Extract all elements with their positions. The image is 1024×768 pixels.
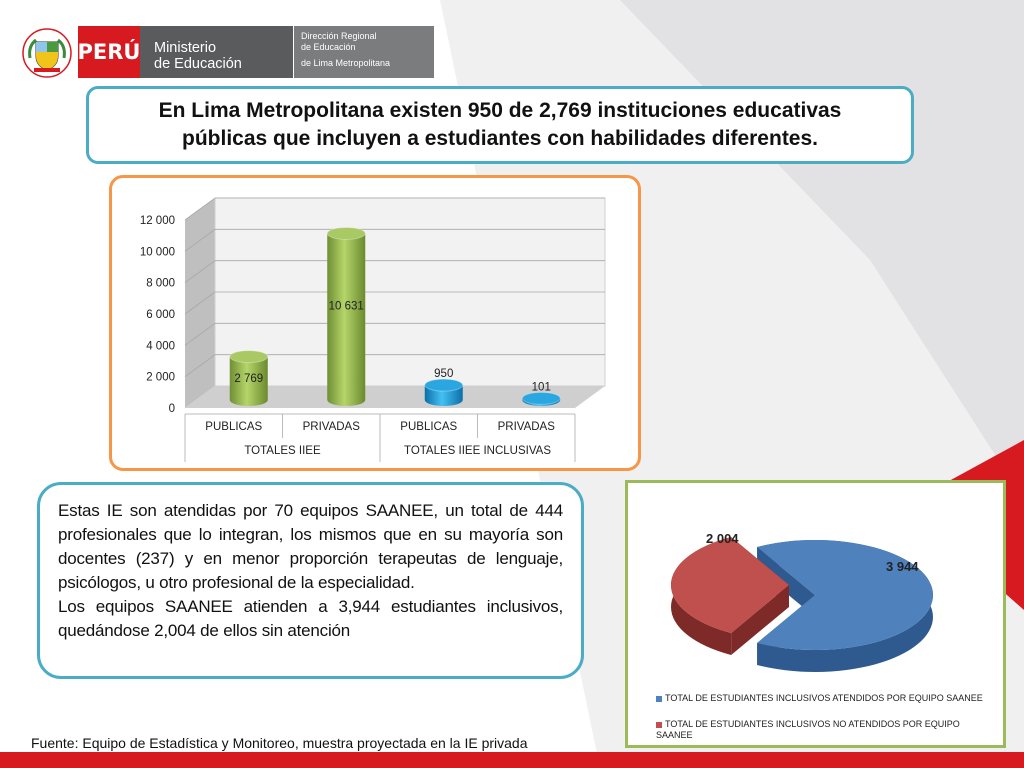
x-group-label: TOTALES IIEE INCLUSIVAS [404,445,551,457]
x-group-label: TOTALES IIEE [244,445,321,457]
legend-swatch-blue [656,696,662,702]
saanee-text-box [37,482,584,679]
y-tick-label: 12 000 [139,215,175,227]
pie-data-label: 2 004 [706,531,739,546]
y-tick-label: 4 000 [146,340,175,353]
bar [327,227,365,406]
saanee-paragraph-1: Estas IE son atendidas por 70 equipos SAANEE, un total de 444 profesionales que lo integran, los mismos que en su mayoría son docentes (237) y en menor proporción terapeutas de lenguaje, psicólogos, u otro profesional de la especialidad. [58,501,563,592]
bar-chart-panel [109,175,641,471]
bar-data-label: 2 769 [234,373,264,385]
slide-title-box [86,86,914,164]
x-category-label: PRIVADAS [302,421,360,433]
direction-line1: Dirección Regional [301,31,377,41]
regional-direction-label [294,26,434,78]
bar-body [327,233,365,406]
y-tick-label: 10 000 [139,246,175,259]
direction-line2: de Educación [301,42,356,52]
bar [522,392,560,406]
x-category-label: PUBLICAS [400,421,458,433]
bar-top [425,379,463,391]
ministry-line1: Ministerio [154,40,217,56]
peru-logo-label: PERÚ [78,26,140,78]
bar-top [522,392,560,404]
bar [425,379,463,406]
y-tick-label: 0 [168,403,175,415]
bottom-red-bar [0,752,1024,768]
y-tick-label: 6 000 [146,309,175,321]
source-note: Fuente: Equipo de Estadística y Monitoreo, muestra proyectada en la IE privada [31,735,528,751]
ministry-line2: de Educación [154,56,242,72]
bar-data-label: 101 [531,381,551,394]
bar-top [327,227,365,239]
saanee-paragraph-2: Los equipos SAANEE atienden a 3,944 estudiantes inclusivos, quedándose 2,004 de ellos sin atención [58,597,563,640]
y-tick-label: 8 000 [146,277,175,290]
pie-chart-panel [625,480,1006,748]
bar-chart [112,178,638,468]
bar-data-label: 10 631 [328,300,364,313]
x-category-label: PRIVADAS [497,421,555,433]
ministry-label [140,26,293,78]
pie-chart [628,483,1003,683]
pie-legend-item-attended [656,693,983,704]
slide-title-line1: En Lima Metropolitana existen 950 de 2,769 instituciones educativas [158,99,842,122]
bar-data-label: 950 [434,368,454,381]
x-category-label: PUBLICAS [205,421,263,433]
pie-legend-label-attended: TOTAL DE ESTUDIANTES INCLUSIVOS ATENDIDOS POR EQUIPO SAANEE [665,693,983,703]
pie-legend-label-not-attended: TOTAL DE ESTUDIANTES INCLUSIVOS NO ATENDIDOS POR EQUIPO SAANEE [656,719,960,740]
national-seal-icon [22,28,72,78]
slide-title-line2: públicas que incluyen a estudiantes con habilidades diferentes. [182,127,818,150]
y-tick-label: 2 000 [146,371,175,384]
legend-swatch-red [656,722,662,728]
direction-line3: de Lima Metropolitana [301,58,391,68]
pie-data-label: 3 944 [886,559,919,574]
pie-legend-item-not-attended [656,719,976,741]
bar-top [230,351,268,363]
